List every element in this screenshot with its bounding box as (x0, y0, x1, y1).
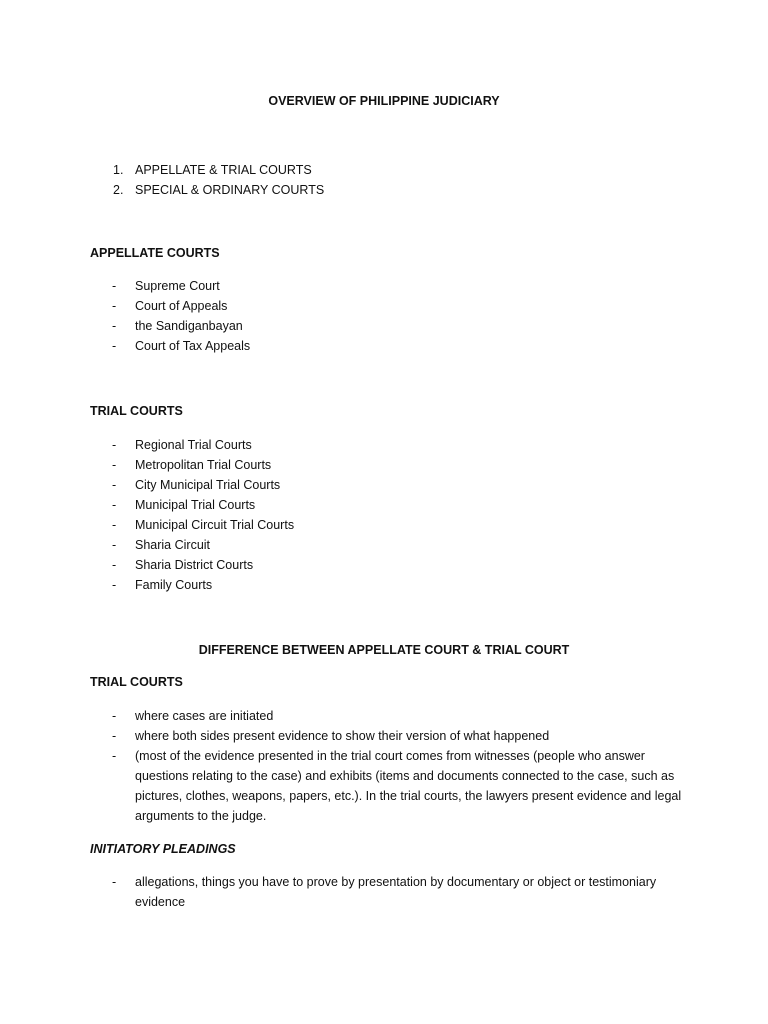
appellate-courts-heading: APPELLATE COURTS (90, 246, 220, 260)
dash-marker: - (112, 578, 117, 592)
list-item-text: where cases are initiated (135, 709, 274, 723)
initiatory-pleadings-list (90, 872, 695, 912)
list-item (90, 475, 695, 495)
list-item (90, 535, 695, 555)
list-item (90, 872, 695, 912)
list-item-text: Municipal Circuit Trial Courts (135, 518, 295, 532)
list-item-text: Municipal Trial Courts (135, 498, 256, 512)
list-item (90, 706, 695, 726)
list-item-text: Sharia District Courts (135, 558, 254, 572)
list-item-text: Family Courts (135, 578, 213, 592)
list-item (90, 435, 695, 455)
list-item (90, 575, 695, 595)
list-item-text: (most of the evidence presented in the trial court comes from witnesses (people who answer questions relating to the case) and exhibits (items and documents connected to the case, such as pictures, clothes, weapons, papers, etc.). In the trial courts, the lawyers present evidence and legal arguments to the judge. (135, 749, 682, 823)
dash-marker: - (112, 558, 117, 572)
list-item-text: SPECIAL & ORDINARY COURTS (135, 183, 325, 197)
list-item (90, 746, 695, 826)
list-item-text: the Sandiganbayan (135, 319, 243, 333)
trial-courts-list (90, 435, 695, 595)
dash-marker: - (112, 749, 117, 763)
list-item (90, 555, 695, 575)
dash-marker: - (112, 279, 117, 293)
dash-marker: - (112, 875, 117, 889)
list-item-text: City Municipal Trial Courts (135, 478, 281, 492)
trial-courts-heading: TRIAL COURTS (90, 404, 183, 418)
dash-marker: - (112, 458, 117, 472)
list-item (90, 296, 695, 316)
list-item (90, 336, 695, 356)
list-item-text: Court of Tax Appeals (135, 339, 251, 353)
list-item-text: Metropolitan Trial Courts (135, 458, 272, 472)
trial-courts-subheading: TRIAL COURTS (90, 675, 183, 689)
list-item (90, 276, 695, 296)
document-title: OVERVIEW OF PHILIPPINE JUDICIARY (268, 94, 500, 108)
dash-marker: - (112, 438, 117, 452)
list-item-text: Regional Trial Courts (135, 438, 252, 452)
dash-marker: - (112, 339, 117, 353)
list-item-text: APPELLATE & TRIAL COURTS (135, 163, 312, 177)
list-number: 2. (113, 183, 124, 197)
list-item (90, 316, 695, 336)
list-item-text: allegations, things you have to prove by presentation by documentary or object or testimoniary evidence (135, 875, 657, 909)
dash-marker: - (112, 478, 117, 492)
appellate-courts-list (90, 276, 695, 356)
numbered-list-item (90, 160, 324, 180)
difference-list (90, 706, 695, 826)
dash-marker: - (112, 319, 117, 333)
list-item (90, 495, 695, 515)
difference-heading: DIFFERENCE BETWEEN APPELLATE COURT & TRIAL COURT (198, 643, 570, 657)
list-item-text: Court of Appeals (135, 299, 228, 313)
list-item (90, 726, 695, 746)
list-item-text: where both sides present evidence to show their version of what happened (135, 729, 550, 743)
initiatory-pleadings-heading: INITIATORY PLEADINGS (90, 842, 236, 856)
dash-marker: - (112, 498, 117, 512)
dash-marker: - (112, 299, 117, 313)
list-number: 1. (113, 163, 124, 177)
dash-marker: - (112, 518, 117, 532)
list-item (90, 515, 695, 535)
dash-marker: - (112, 538, 117, 552)
dash-marker: - (112, 709, 117, 723)
numbered-list (90, 160, 324, 200)
list-item-text: Supreme Court (135, 279, 220, 293)
list-item (90, 455, 695, 475)
numbered-list-item (90, 180, 324, 200)
list-item-text: Sharia Circuit (135, 538, 211, 552)
dash-marker: - (112, 729, 117, 743)
